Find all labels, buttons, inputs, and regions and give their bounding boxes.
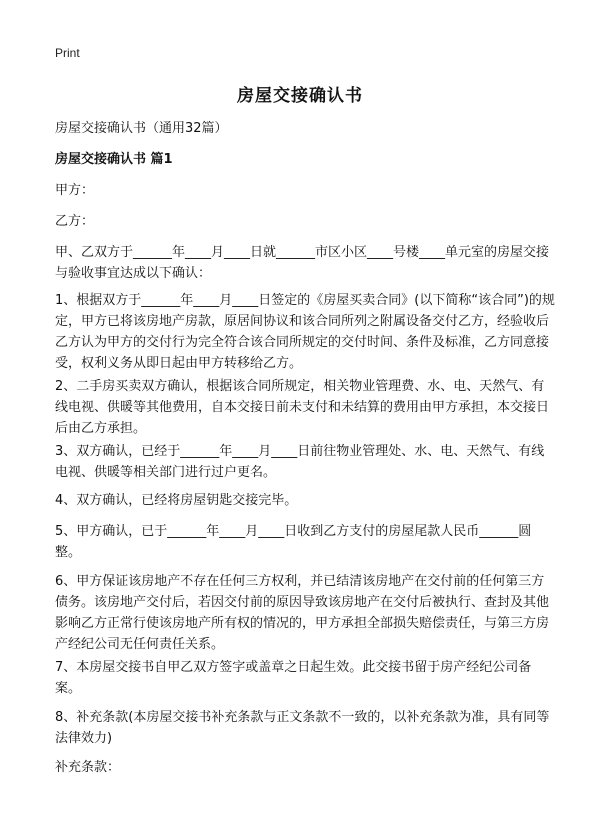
party-b-label: 乙方： [55, 214, 95, 229]
document-title: 房屋交接确认书 [237, 86, 363, 106]
clause-1: 1、根据双方于______年____月____日签定的《房屋买卖合同》(以下简称“该合同”)的规定，甲方已将该房地产房款，原居间协议和该合同所列之附属设备交付乙方，经验收后乙方认为甲方的交付行为完全符合该合同所规定的交付时间、条件及标准，乙方同意接受，权利义务从即日起由甲方转移给乙方。 [55, 293, 555, 371]
party-a-label: 甲方： [55, 183, 95, 198]
print-link[interactable]: Print [55, 46, 80, 60]
supplement-label: 补充条款： [55, 760, 121, 775]
clause-5: 5、甲方确认，已于______年____月____日收到乙方支付的房屋尾款人民币______圆整。 [55, 524, 532, 560]
document-subtitle: 房屋交接确认书（通用32篇） [55, 121, 228, 136]
clause-6: 6、甲方保证该房地产不存在任何三方权利，并已结清该房地产在交付前的任何第三方债务。该房地产交付后，若因交付前的原因导致该房地产在交付后被执行、查封及其他影响乙方正常行使该房地产所有权的情况的，甲方承担全部损失赔偿责任，与第三方房产经纪公司无任何责任关系。 [55, 574, 550, 652]
clause-3: 3、双方确认，已经于______年____月____日前往物业管理处、水、电、天然气、有线电视、供暖等相关部门进行过户更名。 [55, 444, 545, 480]
clause-8: 8、补充条款(本房屋交接书补充条款与正文条款不一致的，以补充条款为准，具有同等法律效力) [55, 710, 550, 746]
clause-7: 7、本房屋交接书自甲乙双方签字或盖章之日起生效。此交接书留于房产经纪公司备案。 [55, 660, 532, 696]
section-heading: 房屋交接确认书 篇1 [55, 152, 173, 167]
clause-4: 4、双方确认，已经将房屋钥匙交接完毕。 [55, 493, 298, 508]
intro-paragraph: 甲、乙双方于______年____月____日就______市区小区____号楼____单元室的房屋交接与验收事宜达成以下确认： [55, 245, 550, 281]
clause-2: 2、二手房买卖双方确认，根据该合同所规定，相关物业管理费、水、电、天然气、有线电视、供暖等其他费用，自本交接日前未支付和未结算的费用由甲方承担，本交接日后由乙方承担。 [55, 379, 550, 436]
